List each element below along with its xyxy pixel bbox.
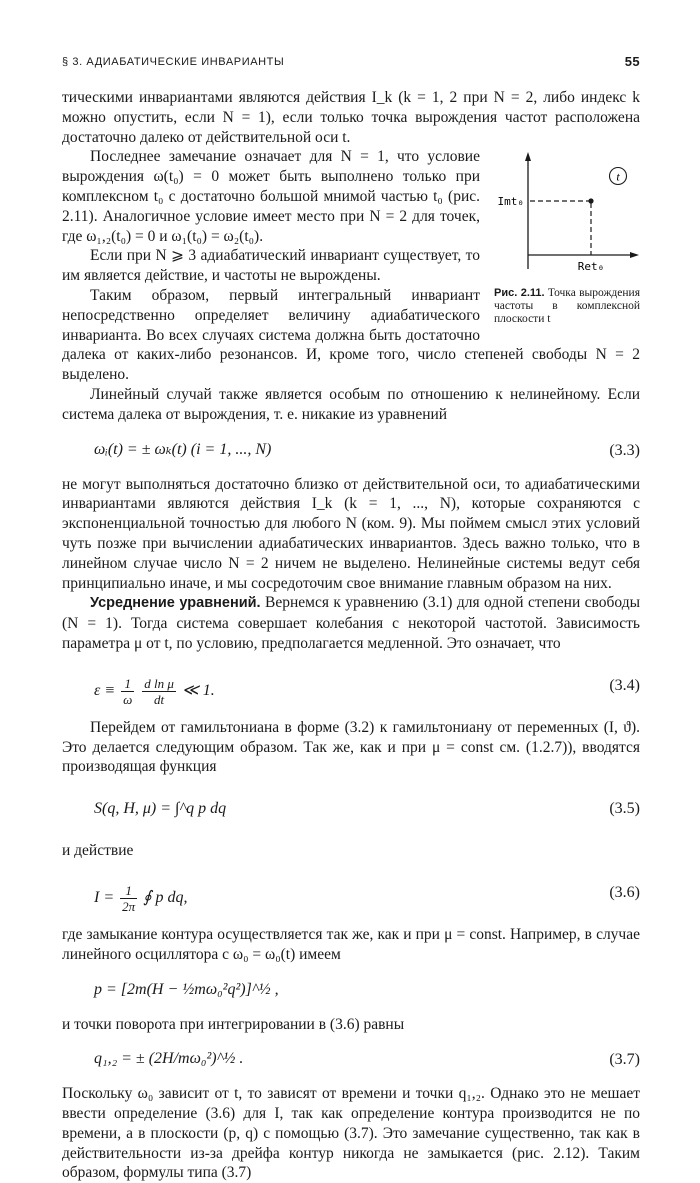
frac-top: 1 xyxy=(120,883,137,899)
paragraph-8: Перейдем от гамильтониана в форме (3.2) к гамильтониану от переменных (I, ϑ). Это делается следующим образом. Так же, как и при μ = const см. (1.2.7)), вводятся производящая функция xyxy=(62,718,640,776)
equation-momentum xyxy=(62,973,640,1007)
equation-3-7-formula: q₁,₂ = ± (2H/mω₀²)^½ . xyxy=(94,1050,244,1068)
degeneracy-point xyxy=(588,199,593,204)
figure-2-11 xyxy=(494,149,640,326)
paragraph-6: не могут выполняться достаточно близко от действительной оси, то адиабатическими инвариантами являются действия I_k (k = 1, ..., N), которые сохраняются с экспоненциальной точностью для любого N (ком. 9). Мы поймем смысл этих условий чуть позже при вычислении адиабатических инвариантов. Здесь важно только, что в линейном случае число N = 2 ничем не выделено. Нелинейные системы ведут себя принципиально иначе, и мы сосредоточим свое внимание главным образом на них. xyxy=(62,475,640,592)
figure-caption xyxy=(494,287,640,326)
equation-3-4-number: (3.4) xyxy=(609,676,640,694)
equation-3-4 xyxy=(62,662,640,710)
imaginary-axis-arrow xyxy=(525,152,531,161)
equation-3-4-rhs: ≪ 1. xyxy=(181,681,215,699)
figure-caption-text: Точка вырождения частоты в комплексной плоскости t xyxy=(494,287,640,326)
frac-2-bottom: dt xyxy=(154,691,165,707)
paragraph-1: тическими инвариантами являются действия I_k (k = 1, 2 при N = 2, либо индекс k можно опустить, если N = 1), если только точка вырождения частот расположена достаточно далеко от действительной оси t. xyxy=(62,89,640,146)
paragraph-7 xyxy=(62,593,640,653)
paragraph-2: Последнее замечание означает для N = 1, что условие вырождения ω(t₀) = 0 может быть выполнено только при комплексном t₀ с достаточно большой мнимой частью t₀ (рис. 2.11). Аналогичное условие имеет место при N = 2 для точек, где ω₁,₂(t₀) = 0 и ω₁(t₀) = ω₂(t₀). xyxy=(62,148,480,245)
figure-2-11-graphic xyxy=(494,149,640,281)
equation-3-6 xyxy=(62,869,640,917)
run-in-heading: Усреднение уравнений. xyxy=(90,595,261,612)
equation-momentum-formula: p = [2m(H − ½mω₀²q²)]^½ , xyxy=(94,980,279,998)
page xyxy=(62,52,640,1183)
figure-caption-label: Рис. 2.11. xyxy=(494,287,545,300)
paragraph-4: Таким образом, первый интегральный инвариант непосредственно определяет величину адиабатического инварианта. Во всех случаях система должна быть достаточно далека от каких-либо резонансов. И, кроме того, число степеней свободы N = 2 выделено. xyxy=(62,286,640,384)
frac-1-bottom: ω xyxy=(123,691,133,707)
paragraph-5: Линейный случай также является особым по отношению к нелинейному. Если система далека от вырождения, т. е. никакие из уравнений xyxy=(62,385,640,423)
text-body xyxy=(62,88,640,1183)
equation-3-6-formula xyxy=(94,883,187,914)
circle-label: t xyxy=(616,169,620,184)
equation-3-3-number: (3.3) xyxy=(609,441,640,459)
equation-3-6-frac xyxy=(120,883,137,914)
paragraph-3: Если при N ⩾ 3 адиабатический инвариант существует, то им является действие, и частоты не вырождены. xyxy=(62,247,480,285)
paragraph-7-text: Вернемся к уравнению (3.1) для одной степени свободы (N = 1). Тогда система совершает колебания с некоторой частотой. Зависимость параметра μ от t, по условию, предполагается медленной. Это означает, что xyxy=(62,594,641,652)
equation-3-7-number: (3.7) xyxy=(609,1051,640,1069)
equation-3-6-lhs: I = xyxy=(94,889,115,907)
frac-bottom: 2π xyxy=(122,898,136,914)
paragraph-10: где замыкание контура осуществляется так же, как и при μ = const. Например, в случае линейного осциллятора с ω₀ = ω₀(t) имеем xyxy=(62,925,640,963)
equation-3-4-lhs: ε ≡ xyxy=(94,681,116,699)
equation-3-4-frac-1 xyxy=(121,676,134,707)
running-header xyxy=(62,52,640,72)
re-axis-label: Ret₀ xyxy=(577,260,605,274)
paragraph-11: и точки поворота при интегрировании в (3.6) равны xyxy=(62,1015,405,1033)
equation-3-6-rhs: ∮ p dq, xyxy=(143,889,188,907)
equation-3-4-frac-2 xyxy=(142,676,176,707)
equation-3-6-number: (3.6) xyxy=(609,883,640,901)
equation-3-3-formula: ωᵢ(t) = ± ωₖ(t) (i = 1, ..., N) xyxy=(94,440,272,458)
equation-3-3 xyxy=(62,433,640,467)
equation-3-4-formula xyxy=(94,676,215,707)
page-number: 55 xyxy=(624,54,640,69)
section-title: § 3. АДИАБАТИЧЕСКИЕ ИНВАРИАНТЫ xyxy=(62,56,285,68)
frac-2-top: d ln μ xyxy=(144,675,174,691)
im-axis-label: Imt₀ xyxy=(497,195,524,209)
frac-1-top: 1 xyxy=(121,676,134,692)
paragraph-12: Поскольку ω₀ зависит от t, то зависят от времени и точки q₁,₂. Однако это не мешает ввести определение (3.6) для I, так как определение контура производится не по времени, а в плоскости (p, q) с помощью (3.7). Это замечание существенно, так как в действительности из-за дрейфа контур никогда не замыкается (рис. 2.12). Таким образом, формулы типа (3.7) xyxy=(62,1085,640,1182)
equation-3-5-number: (3.5) xyxy=(609,800,640,818)
paragraph-9: и действие xyxy=(62,842,134,860)
equation-3-7 xyxy=(62,1042,640,1076)
equation-3-5 xyxy=(62,785,640,833)
real-axis-arrow xyxy=(630,252,639,258)
equation-3-5-formula: S(q, H, μ) = ∫^q p dq xyxy=(94,800,227,818)
